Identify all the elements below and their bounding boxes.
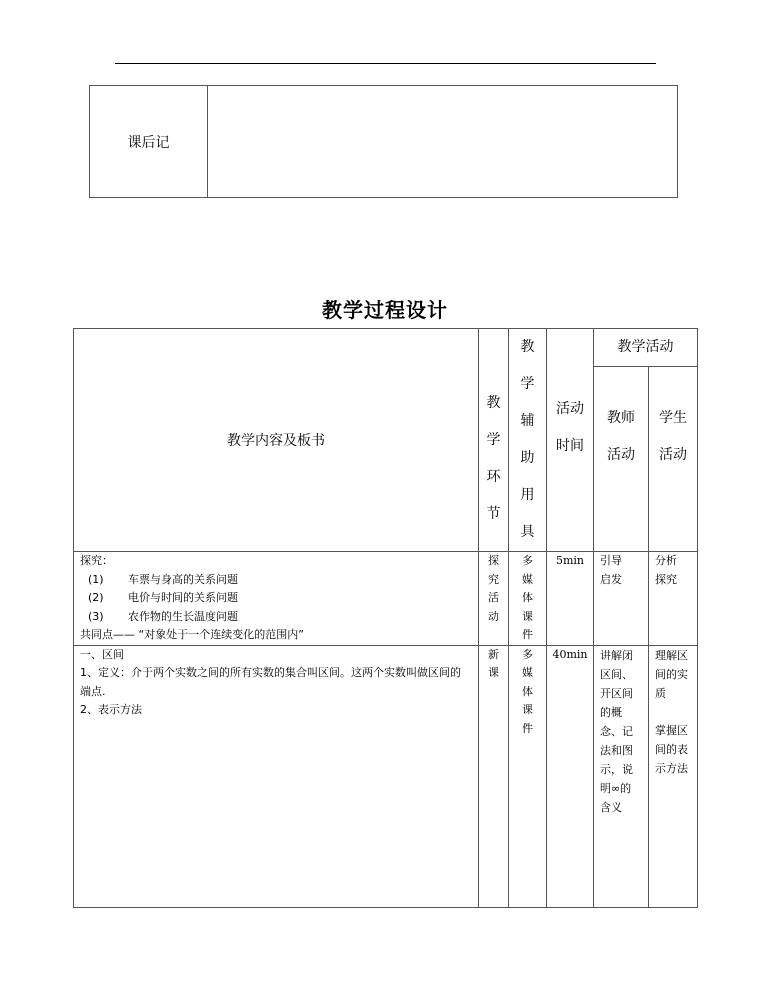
header-stage: 教 学 环 节: [479, 329, 509, 552]
row1-item: (2) 电价与时间的关系问题: [88, 591, 238, 604]
row1-content: [74, 552, 479, 646]
header-time: 活动 时间: [547, 329, 594, 552]
page-title: 教学过程设计: [322, 298, 448, 322]
row2-time: 40min: [547, 645, 594, 907]
header-content: 教学内容及板书: [74, 329, 479, 552]
remark-box: [89, 85, 678, 198]
header-activity: 教学活动: [594, 329, 698, 367]
row1-stage: 探 究 活 动: [479, 552, 509, 646]
row1-heading: 探究：: [80, 554, 113, 567]
row1-aids: 多 媒 体 课 件: [509, 552, 547, 646]
row1-item: (3) 农作物的生长温度问题: [88, 609, 238, 623]
row2-aids: 多 媒 体 课 件: [509, 645, 547, 907]
header-student: 学生 活动: [649, 367, 698, 552]
header-teacher: 教师 活动: [594, 367, 649, 552]
remark-label: 课后记: [90, 86, 208, 197]
remark-content[interactable]: [208, 86, 677, 197]
row2-teacher: 讲解闭区间、开区间的概念、记法和图示，说明∞的含义: [594, 645, 649, 907]
teaching-process-table: [73, 328, 698, 908]
row1-student: 分析 探究: [649, 552, 698, 646]
row2-student: 理解区间的实质 掌握区间的表示方法: [649, 645, 698, 907]
row1-time: 5min: [547, 552, 594, 646]
row2-line3: 2、表示方法: [80, 703, 142, 716]
row2-line2: 1、定义：介于两个实数之间的所有实数的集合叫区间。这两个实数叫做区间的端点.: [80, 666, 461, 698]
top-rule: [115, 63, 656, 64]
row2-stage: 新 课: [479, 645, 509, 907]
header-aids: 教 学 辅 助 用 具: [509, 329, 547, 552]
row2-content: [74, 645, 479, 907]
row2-line1: 一、区间: [80, 647, 124, 661]
row1-summary: 共同点—— “对象处于一个连续变化的范围内”: [80, 628, 304, 641]
row1-teacher: 引导 启发: [594, 552, 649, 646]
row1-item: (1) 车票与身高的关系问题: [88, 572, 238, 586]
